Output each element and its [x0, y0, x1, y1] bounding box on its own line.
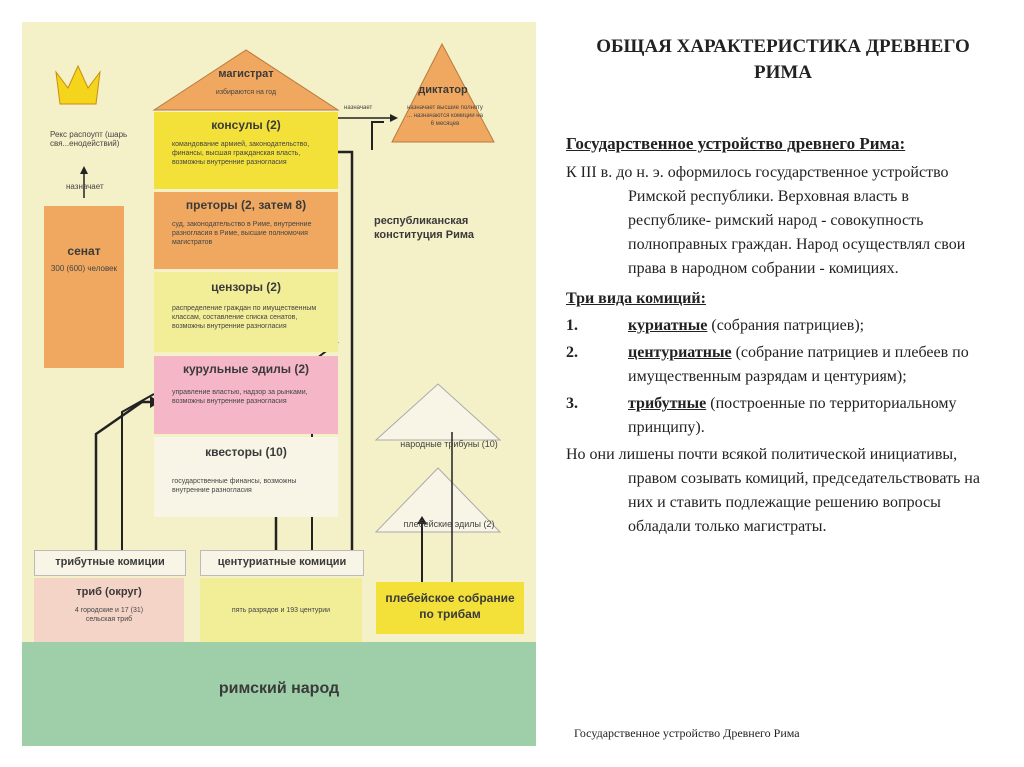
list-description: (построенные по территориальному принципу). — [628, 395, 957, 436]
list-term: куриатные — [628, 317, 708, 334]
praetors-title: преторы (2, затем 8) — [185, 198, 307, 212]
roman-people-title: римский народ — [218, 680, 340, 697]
list-description: (собрание патрициев и плебеев по имущественным разрядам и центуриям); — [628, 344, 969, 385]
aediles-description: управление властью, надзор за рынками, возможны внутренние разногласия — [172, 389, 308, 405]
tribunes-label: народные трибуны (10) — [400, 439, 498, 449]
list-item — [566, 392, 986, 440]
tribal-comitia-box — [34, 550, 186, 576]
centuriate-box — [200, 578, 362, 644]
roman-constitution-diagram — [22, 22, 536, 746]
list-number: 2. — [566, 344, 578, 361]
rex-label: Рекс распоупт (шарь свя...енодействий) — [50, 130, 128, 148]
censors-box — [154, 272, 338, 352]
magistrate-title: магистрат — [218, 68, 274, 80]
tribal-comitia-title: трибутные комиции — [55, 556, 165, 568]
consuls-description: командование армией, законодательство, финансы, высшая гражданская власть, возможны внутренние разногласия — [172, 141, 310, 166]
senate-box — [44, 206, 124, 368]
conclusion-paragraph: Но они лишены почти всякой политической инициативы, правом созывать комиций, председательствовать на них и ставить подлежащие решению вопросы обладали только магистраты. — [566, 446, 980, 535]
consuls-title: консулы (2) — [211, 118, 281, 132]
list-item — [566, 314, 986, 338]
slide-title: ОБЩАЯ ХАРАКТЕРИСТИКА ДРЕВНЕГО РИМА — [596, 36, 970, 83]
dictator-title: диктатор — [418, 84, 468, 96]
censors-title: цензоры (2) — [211, 280, 281, 294]
aediles-box — [154, 356, 338, 434]
centuriate-comitia-box — [200, 550, 364, 576]
senate-title: сенат — [67, 244, 101, 258]
plebeian-assembly-title: плебейское собрание по трибам — [385, 591, 515, 621]
roman-people-box — [22, 642, 536, 746]
section-heading: Государственное устройство древнего Рима: — [566, 134, 906, 153]
list-number: 1. — [566, 317, 578, 334]
aediles-title: курульные эдилы (2) — [182, 362, 310, 376]
plebeian-assembly-box — [376, 582, 524, 634]
tribes-description: 4 городские и 17 (31) сельская триб — [74, 607, 144, 623]
intro-paragraph: К III в. до н. э. оформилось государственное устройство Римской республики. Верховная власть в республике- римский народ - совокупность полноправных граждан. Народ осуществлял свои права в народном собрании - комициях. — [566, 164, 966, 277]
tribes-title: триб (округ) — [76, 586, 142, 598]
list-description: (собрания патрициев); — [707, 317, 865, 334]
slide-caption: Государственное устройство Древнего Рима — [574, 726, 800, 740]
tribes-box — [34, 578, 184, 644]
types-heading: Три вида комиций: — [566, 290, 706, 307]
quaestors-title: квесторы (10) — [205, 445, 287, 459]
quaestors-description: государственные финансы, возможны внутренние разногласия — [172, 478, 297, 494]
list-item — [566, 341, 986, 389]
centuriate-description: пять разрядов и 193 центурии — [231, 607, 331, 614]
rex-crown-box — [44, 52, 126, 124]
senate-count: 300 (600) человек — [50, 264, 118, 273]
magistrate-subtitle: избираются на год — [215, 89, 277, 96]
censors-description: распределение граждан по имущественным классам, составление списка сенатов, возможны внутренние разногласия — [172, 305, 317, 330]
dictator-subtitle: назначает высшие полноту ... назначаются комиции на 6 месяцев — [407, 105, 483, 127]
magistrate-roof — [154, 50, 338, 110]
appoints-label: назначает — [66, 182, 104, 191]
praetors-box — [154, 192, 338, 269]
list-term: центуриатные — [628, 344, 732, 361]
centuriate-comitia-title: центуриатные комиции — [217, 556, 347, 568]
tribunes-triangle — [376, 384, 500, 440]
quaestors-box — [154, 437, 338, 517]
consuls-box — [154, 112, 338, 189]
constitution-label: республиканская конституция Рима — [374, 215, 474, 241]
plebeian-aediles-label: плебейские эдилы (2) — [403, 519, 495, 529]
praetors-description: суд, законодательство в Риме, внутренние разногласия в Риме, высшие полномочия магистратов — [172, 221, 312, 246]
list-number: 3. — [566, 395, 578, 412]
appoints-dictator-label: назначает — [344, 105, 373, 111]
list-term: трибутные — [628, 395, 707, 412]
